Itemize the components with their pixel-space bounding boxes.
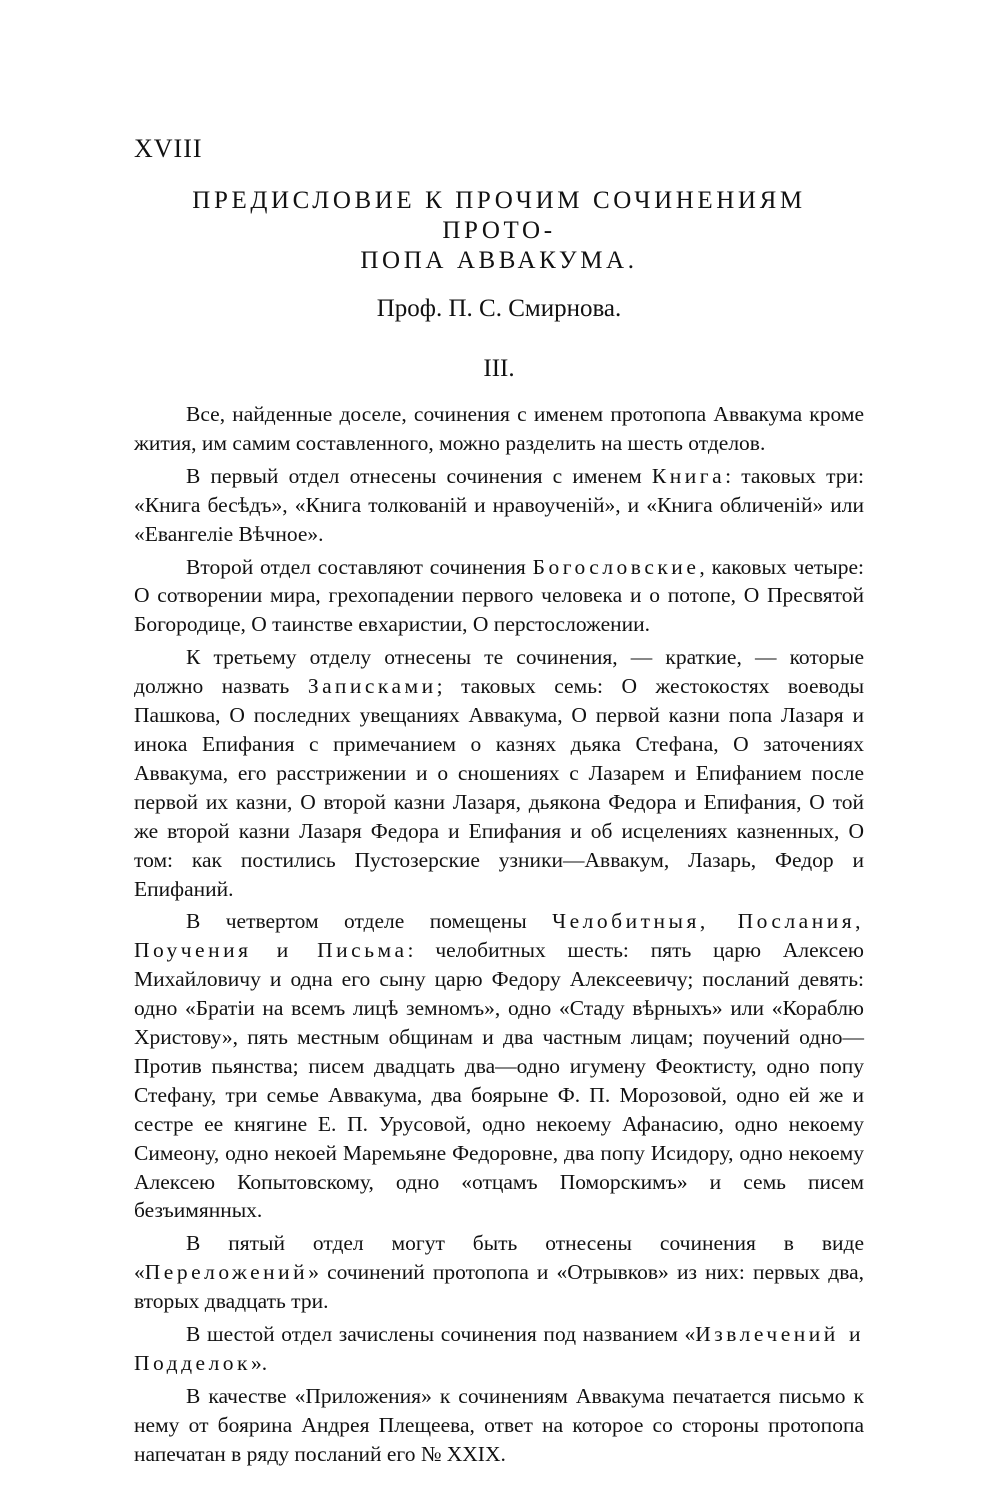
paragraph-2-emphasis: Книга	[651, 463, 726, 488]
paragraph-7-post: ».	[251, 1351, 268, 1375]
paragraph-3	[134, 553, 864, 640]
page-number: XVIII	[134, 134, 203, 163]
paragraph-6-emphasis: Переложений	[144, 1260, 309, 1285]
paragraph-4-pre: К третьему отделу отнесены те сочинения, — краткие, — которые должно назвать	[134, 645, 864, 699]
paragraph-6	[134, 1229, 864, 1316]
paragraph-5-post: : челобитных шесть: пять царю Алексею Михайловичу и одна его сыну царю Федору Алексеевичу; посланий девять: одно «Братiи на всемъ лицѣ земномъ», одно «Стаду вѣрныхъ» или «Кораблю Христову», пять местным общинам и два частным лицам; поучений одно—Против пьянства; писем двадцать два—одно игумену Феоктисту, одно попу Стефану, три семье Аввакума, два боярыне Ф. П. Морозовой, одно ей же и сестре ее княгине Е. П. Урусовой, одно некоему Афанасию, одно некоему Симеону, одно некоей Маремьяне Федоровне, два попу Исидору, одно некоему Алексею Копытовскому, одно «отцамъ Поморскимъ» и семь писем безъимянных.	[134, 938, 864, 1223]
paragraph-6-pre: В пятый отдел могут быть отнесены сочинения в виде «	[134, 1231, 864, 1285]
paragraph-4-emphasis: Записками	[307, 674, 437, 699]
paragraph-5-emphasis: Челобитныя, Послания, Поучения и Письма	[134, 909, 865, 963]
paragraph-7-emphasis: Извлечений и Подделок	[134, 1322, 864, 1375]
chapter-title: ПРЕДИСЛОВИЕ К ПРОЧИМ СОЧИНЕНИЯМ ПРОТО-	[192, 187, 806, 244]
section-number: III.	[483, 355, 515, 382]
body-text	[134, 400, 864, 1469]
page	[134, 120, 864, 1473]
paragraph-7-pre: В шестой отдел зачислены сочинения под названием «	[186, 1322, 696, 1347]
author-line: Проф. П. С. Смирнова.	[376, 295, 622, 322]
paragraph-1-text: Все, найденные доселе, сочинения с именем протопопа Аввакума кроме жития, им самим составленного, можно разделить на шесть отделов.	[134, 402, 864, 455]
paragraph-5-pre: В четвертом отделе помещены	[186, 909, 553, 934]
paragraph-3-emphasis: Богословские	[532, 554, 700, 579]
paragraph-7	[134, 1320, 864, 1378]
paragraph-2-pre: В первый отдел отнесены сочинения с именем	[186, 463, 652, 488]
paragraph-8-text: В качестве «Приложения» к сочинениям Аввакума печатается письмо к нему от боярина Андрея Плещеева, ответ на которое со стороны протопопа напечатан в ряду посланий его № XXIX.	[134, 1383, 864, 1466]
paragraph-3-pre: Второй отдел составляют сочинения	[186, 554, 533, 579]
paragraph-6-post: » сочинений протопопа и «Отрывков» из них: первых два, вторых двадцать три.	[134, 1260, 864, 1314]
paragraph-2-post: : таковых три: «Книга бесѣдъ», «Книга толкованiй и нравоученiй», и «Книга обличенiй» или «Евангелiе Вѣчное».	[134, 463, 864, 546]
paragraph-8	[134, 1382, 864, 1469]
chapter-title-continued: ПОПА АВВАКУМА.	[360, 247, 638, 274]
paragraph-3-post: , каковых четыре: О сотворении мира, грехопадении первого человека и о потопе, О Пресвятой Богородице, О таинстве евхаристии, О перстосложении.	[134, 554, 864, 637]
paragraph-5	[134, 907, 864, 1225]
paragraph-2	[134, 462, 864, 549]
paragraph-4-post: ; таковых семь: О жестокостях воеводы Пашкова, О последних увещаниях Аввакума, О первой казни попа Лазаря и инока Епифания с примечанием о казнях дьяка Стефана, О заточениях Аввакума, его расстрижении и о сношениях с Лазарем и Епифанием после первой их казни, О второй казни Лазаря, дьякона Федора и Епифания, О той же второй казни Лазаря Федора и Епифания и об исцелениях казненных, О том: как постились Пустозерские узники—Аввакум, Лазарь, Федор и Епифаний.	[134, 674, 865, 901]
paragraph-1	[134, 400, 864, 458]
paragraph-4	[134, 643, 864, 903]
